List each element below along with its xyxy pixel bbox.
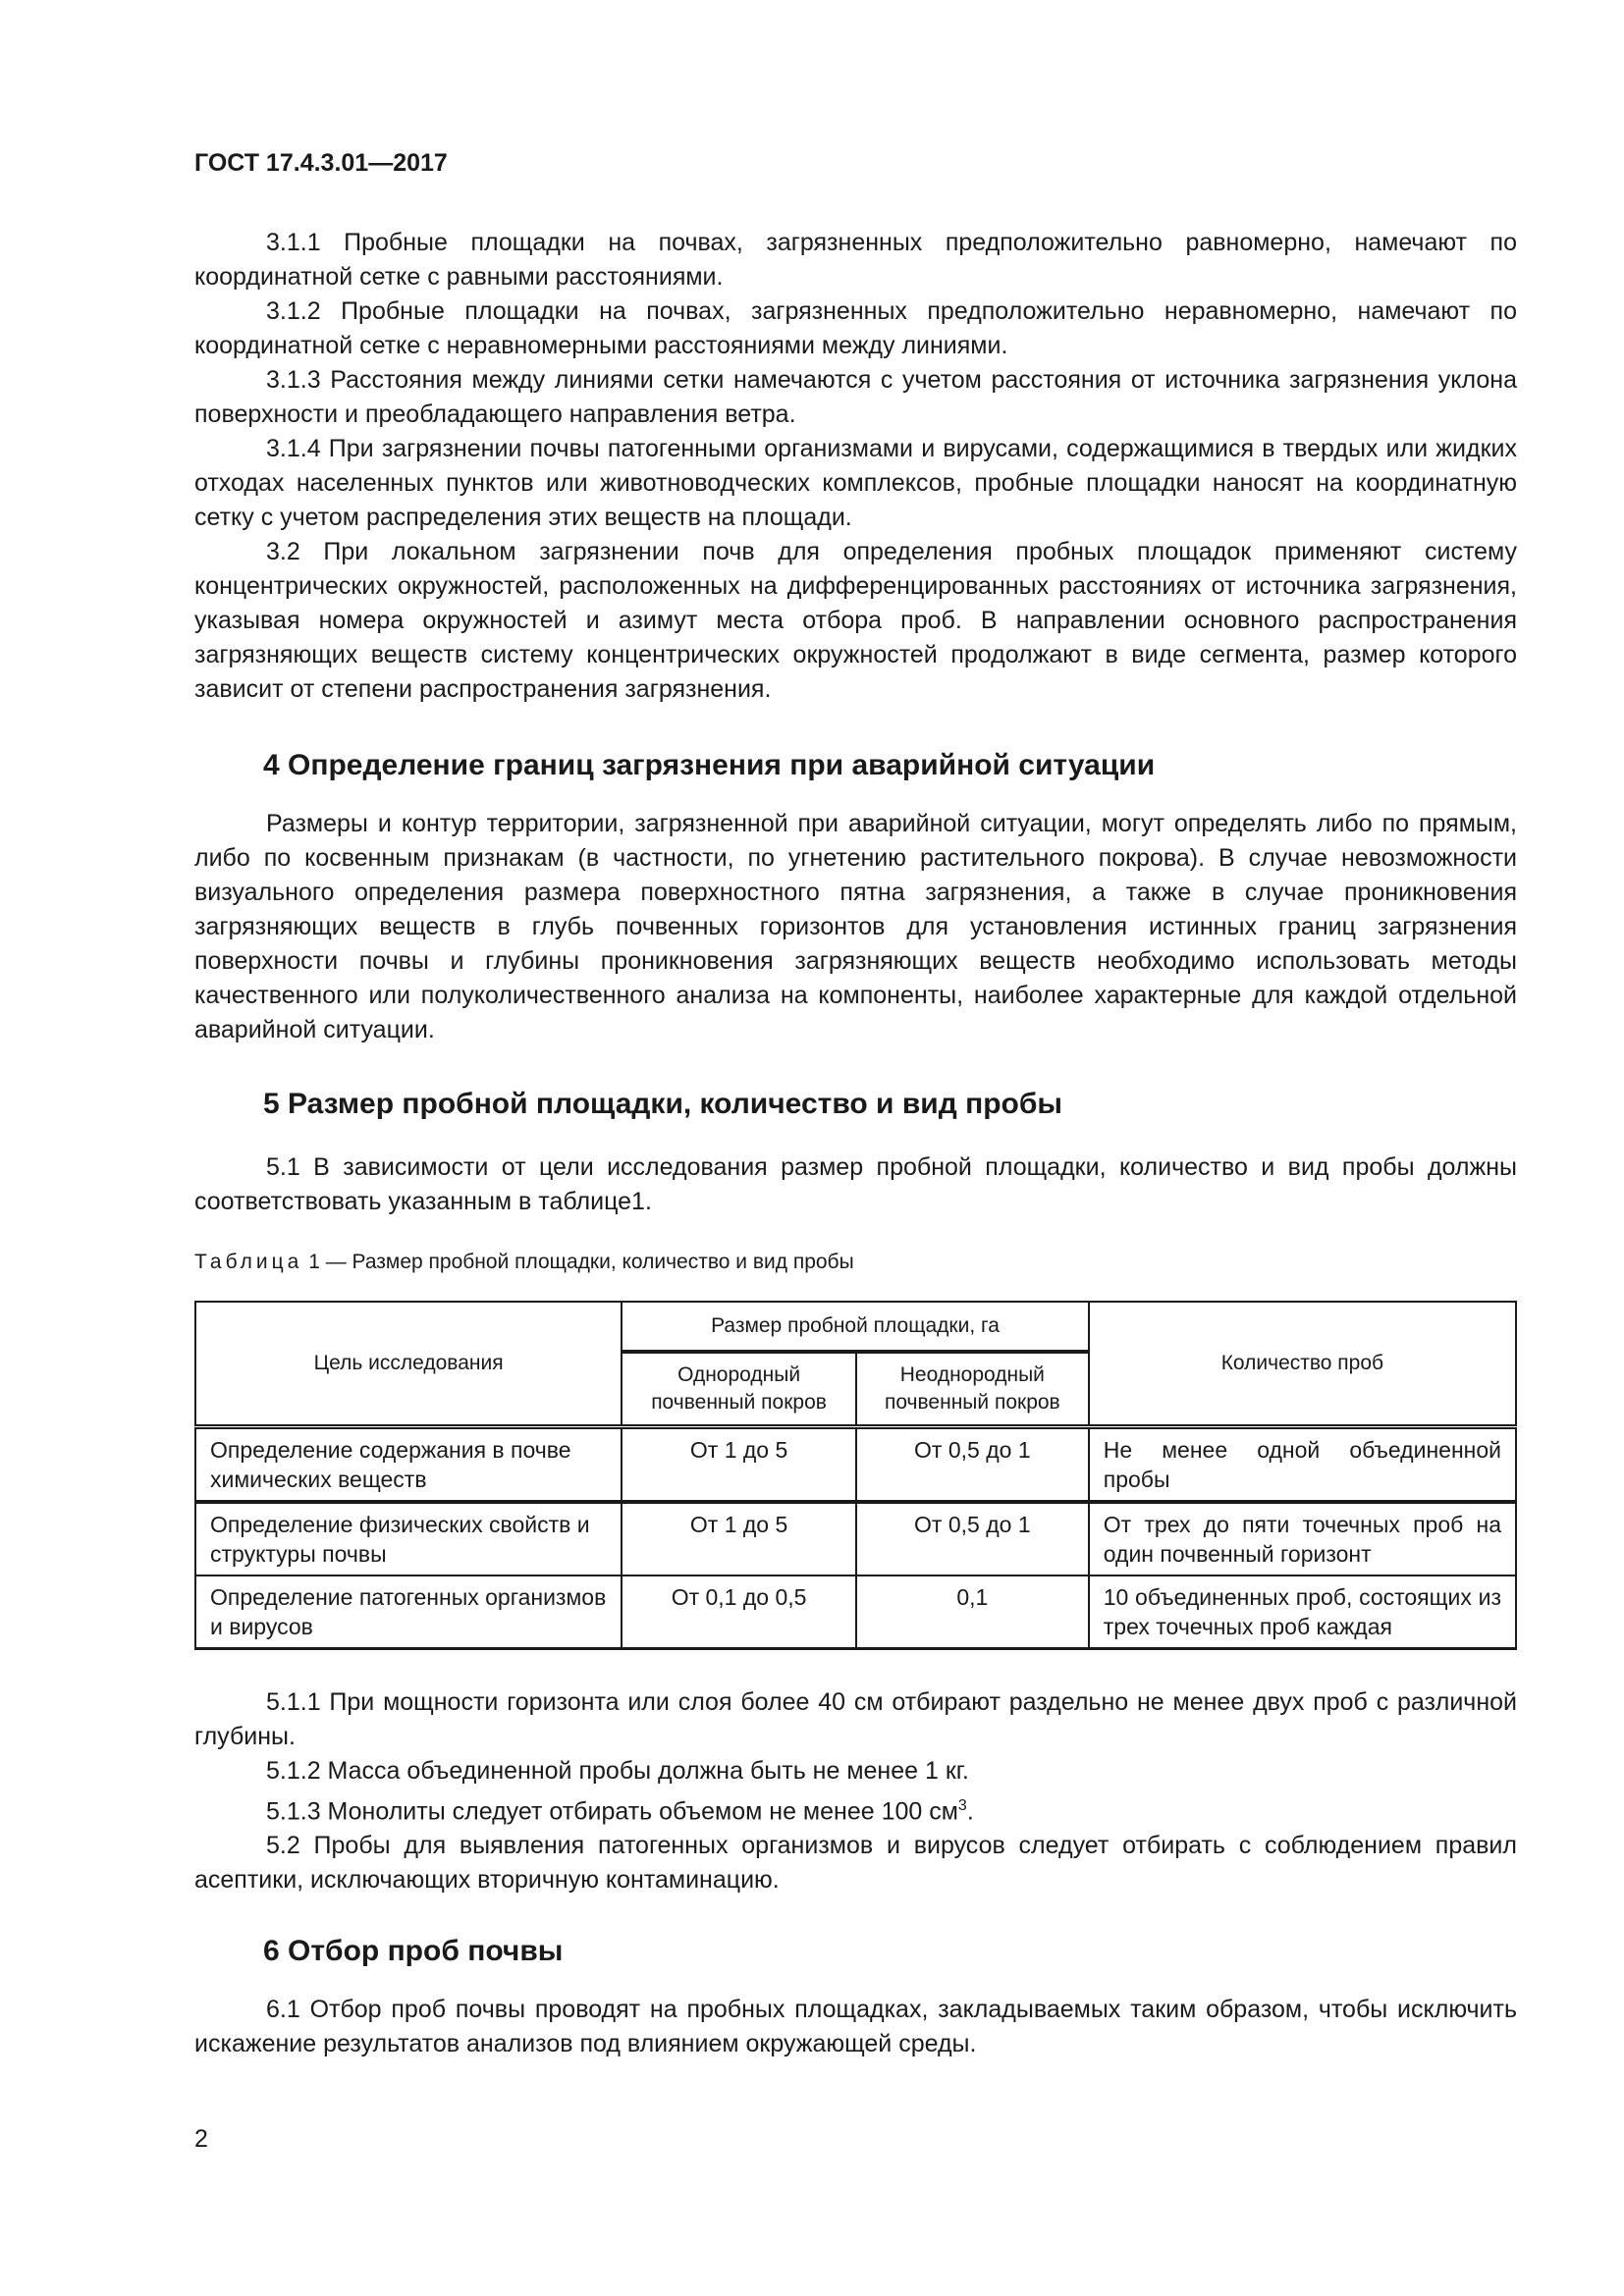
table-caption bbox=[194, 1251, 1517, 1274]
paragraph-5-1-1: 5.1.1 При мощности горизонта или слоя более 40 см отбирают раздельно не менее двух проб с различной глубины. bbox=[194, 1688, 1517, 1750]
cell-count: 10 объединенных проб, состоящих из трех точечных проб каждая bbox=[1089, 1575, 1516, 1649]
paragraph-5-1-3 bbox=[194, 1789, 1517, 1829]
section-5-subparagraphs bbox=[194, 1685, 1517, 1897]
sample-size-table bbox=[194, 1301, 1517, 1650]
cell-homogeneous: От 0,1 до 0,5 bbox=[622, 1575, 856, 1649]
section-6-heading: 6 Отбор проб почвы bbox=[263, 1935, 564, 1967]
cell-count: Не менее одной объединенной пробы bbox=[1089, 1427, 1516, 1503]
paragraph-5-1-2: 5.1.2 Масса объединенной пробы должна быть не менее 1 кг. bbox=[266, 1757, 969, 1785]
paragraph-5-1-3-text: 5.1.3 Монолиты следует отбирать объемом не менее 100 см bbox=[266, 1797, 958, 1826]
header-homogeneous: Однородный почвенный покров bbox=[622, 1352, 856, 1427]
page-number: 2 bbox=[194, 2125, 208, 2153]
superscript-3: 3 bbox=[957, 1797, 967, 1814]
cell-count: От трех до пяти точечных проб на один почвенный горизонт bbox=[1089, 1502, 1516, 1575]
cell-purpose: Определение содержания в почве химических веществ bbox=[195, 1427, 622, 1503]
header-size: Размер пробной площадки, га bbox=[622, 1302, 1089, 1352]
header-purpose: Цель исследования bbox=[195, 1302, 622, 1427]
paragraph-3-1-1: 3.1.1 Пробные площадки на почвах, загрязненных предположительно равномерно, намечают по координатной сетке с равными расстояниями. bbox=[194, 229, 1517, 291]
paragraph-6-1: 6.1 Отбор проб почвы проводят на пробных площадках, закладываемых таким образом, чтобы исключить искажение результатов анализов под влиянием окружающей среды. bbox=[194, 1996, 1517, 2057]
table-row bbox=[195, 1575, 1516, 1649]
header-count: Количество проб bbox=[1089, 1302, 1516, 1427]
table-row bbox=[195, 1502, 1516, 1575]
paragraph-5-2: 5.2 Пробы для выявления патогенных организмов и вирусов следует отбирать с соблюдением правил асептики, исключающих вторичную контаминацию. bbox=[194, 1832, 1517, 1895]
paragraph-3-1-2: 3.1.2 Пробные площадки на почвах, загрязненных предположительно неравномерно, намечают по координатной сетке с неравномерными расстояниями между линиями. bbox=[194, 297, 1517, 359]
cell-heterogeneous: 0,1 bbox=[856, 1575, 1089, 1649]
paragraph-3-1-3: 3.1.3 Расстояния между линиями сетки намечаются с учетом расстояния от источника загрязнения уклона поверхности и преобладающего направления ветра. bbox=[194, 366, 1517, 428]
table-row bbox=[195, 1427, 1516, 1503]
cell-homogeneous: От 1 до 5 bbox=[622, 1427, 856, 1503]
cell-homogeneous: От 1 до 5 bbox=[622, 1502, 856, 1575]
table-caption-label: Таблица bbox=[194, 1251, 303, 1273]
paragraph-3-1-4: 3.1.4 При загрязнении почвы патогенными организмами и вирусами, содержащимися в твердых или жидких отходах населенных пунктов или животноводческих комплексов, пробные площадки наносят на координатную сетку с учетом распределения этих веществ на площади. bbox=[194, 435, 1517, 531]
section-3-paragraphs bbox=[194, 226, 1517, 707]
section-4-heading: 4 Определение границ загрязнения при аварийной ситуации bbox=[263, 749, 1156, 781]
table-caption-text: 1 — Размер пробной площадки, количество и вид пробы bbox=[308, 1251, 854, 1273]
cell-purpose: Определение физических свойств и структуры почвы bbox=[195, 1502, 622, 1575]
document-header: ГОСТ 17.4.3.01—2017 bbox=[194, 149, 448, 177]
cell-heterogeneous: От 0,5 до 1 bbox=[856, 1427, 1089, 1503]
section-4-paragraph: Размеры и контур территории, загрязненной при аварийной ситуации, могут определять либо по прямым, либо по косвенным признакам (в частности, по угнетению растительного покрова). В случае невозможности визуального определения размера поверхностного пятна загрязнения, а также в случае проникновения загрязняющих веществ в глубь почвенных горизонтов для установления истинных границ загрязнения поверхности почвы и глубины проникновения загрязняющих веществ необходимо использовать методы качественного или полуколичественного анализа на компоненты, наиболее характерные для каждой отдельной аварийной ситуации. bbox=[194, 810, 1517, 1043]
cell-purpose: Определение патогенных организмов и вирусов bbox=[195, 1575, 622, 1649]
cell-heterogeneous: От 0,5 до 1 bbox=[856, 1502, 1089, 1575]
header-heterogeneous: Неоднородный почвенный покров bbox=[856, 1352, 1089, 1427]
paragraph-5-1: 5.1 В зависимости от цели исследования размер пробной площадки, количество и вид пробы должны соответствовать указанным в таблице1. bbox=[194, 1153, 1517, 1215]
section-5-heading: 5 Размер пробной площадки, количество и вид пробы bbox=[263, 1088, 1062, 1120]
paragraph-3-2: 3.2 При локальном загрязнении почв для определения пробных площадок применяют систему концентрических окружностей, расположенных на дифференцированных расстояниях от источника загрязнения, указывая номера окружностей и азимут места отбора проб. В направлении основного распространения загрязняющих веществ систему концентрических окружностей продолжают в виде сегмента, размер которого зависит от степени распространения загрязнения. bbox=[194, 538, 1517, 703]
paragraph-5-1-3-end: . bbox=[966, 1797, 974, 1826]
